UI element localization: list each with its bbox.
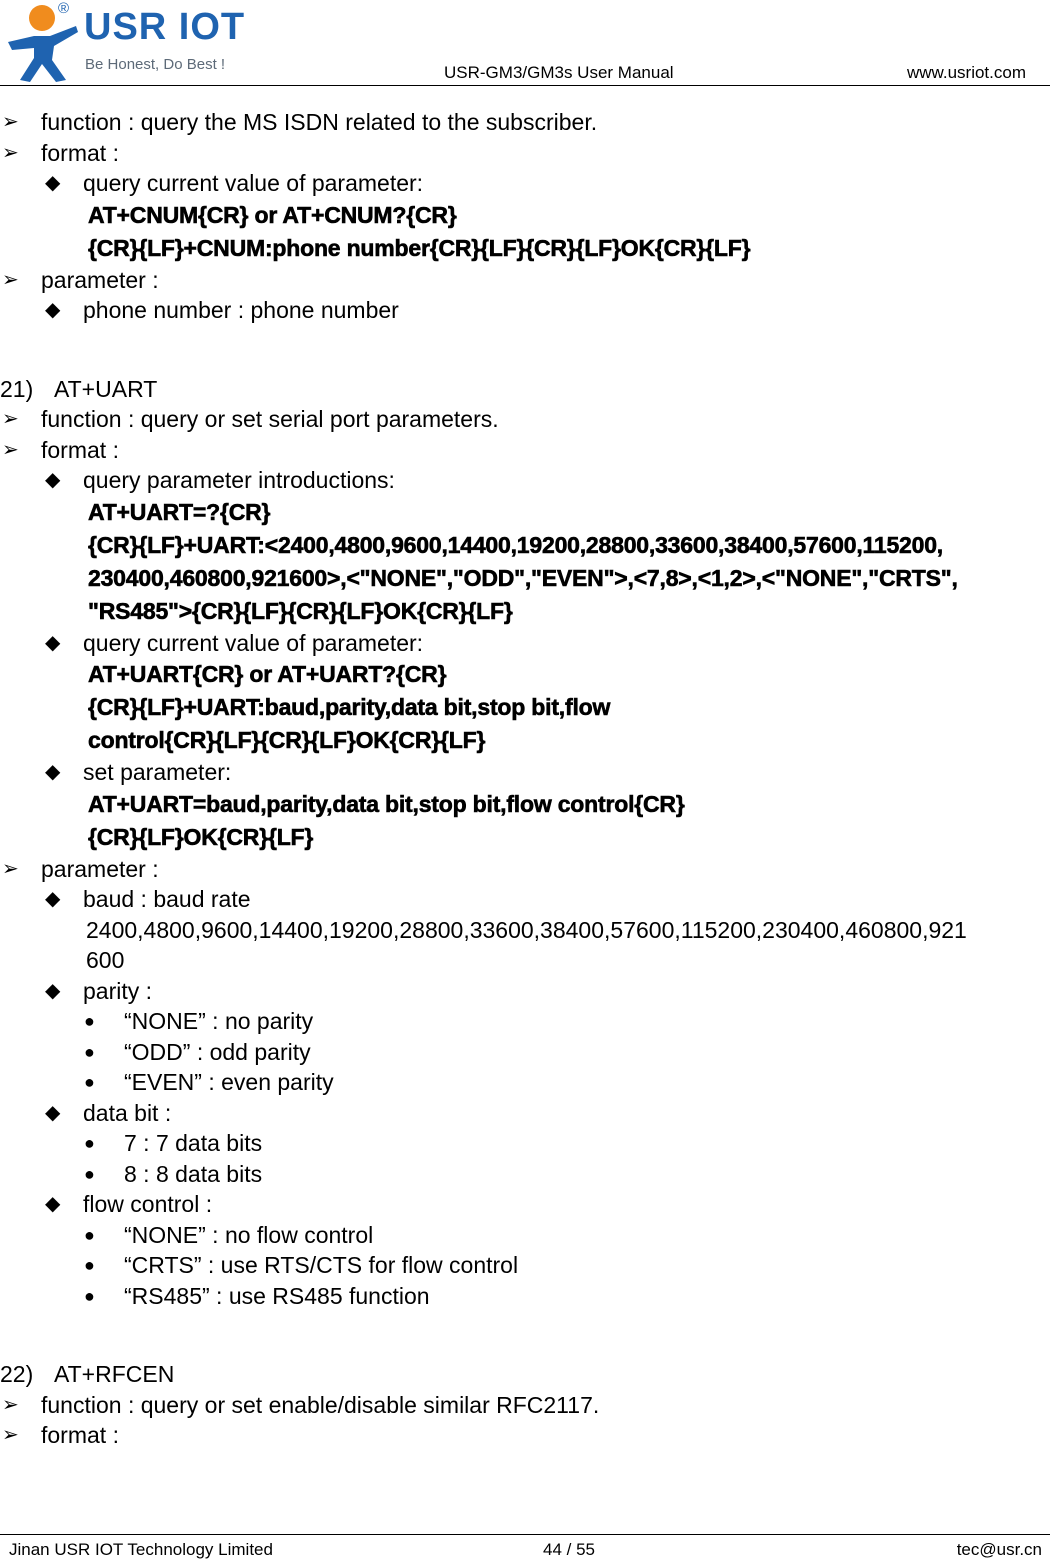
command-line: AT+CNUM{CR} or AT+CNUM?{CR}: [88, 201, 457, 228]
arrow-bullet-icon: ➢: [2, 408, 19, 430]
arrow-bullet-icon: ➢: [2, 857, 19, 880]
command-line: {CR}{LF}+UART:<2400,4800,9600,14400,19200,28800,33600,38400,57600,115200,: [88, 531, 943, 558]
list-item: ◆ query current value of parameter:: [0, 168, 1050, 199]
diamond-bullet-icon: ◆: [45, 172, 61, 194]
list-item: ◆ query current value of parameter:: [0, 628, 1050, 659]
list-item: ◆ phone number : phone number: [0, 295, 1050, 326]
brand-tagline: Be Honest, Do Best !: [85, 56, 226, 73]
footer-email: tec@usr.cn: [956, 1540, 1042, 1559]
list-item: ➢ format :: [0, 435, 1050, 466]
list-item: ● “NONE” : no flow control: [0, 1220, 1050, 1251]
arrow-bullet-icon: ➢: [2, 1424, 19, 1446]
list-item: ➢ parameter :: [0, 854, 1050, 885]
brand-name: USR IOT: [84, 6, 246, 48]
page-number: 44 / 55: [543, 1540, 595, 1559]
list-item: ◆ set parameter:: [0, 757, 1050, 788]
registered-mark: ®: [58, 0, 70, 17]
list-item: ➢ format :: [0, 138, 1050, 169]
arrow-bullet-icon: ➢: [2, 438, 19, 461]
list-item: ◆ query parameter introductions:: [0, 465, 1050, 496]
arrow-bullet-icon: ➢: [2, 111, 19, 133]
footer-divider: [0, 1534, 1050, 1535]
list-item: ● “CRTS” : use RTS/CTS for flow control: [0, 1250, 1050, 1281]
list-item: ● 8 : 8 data bits: [0, 1159, 1050, 1190]
diamond-bullet-icon: ◆: [45, 469, 61, 491]
header-url: www.usriot.com: [906, 63, 1026, 82]
section-heading: 21) AT+UART: [0, 375, 158, 402]
arrow-bullet-icon: ➢: [2, 141, 19, 164]
diamond-bullet-icon: ◆: [45, 631, 61, 654]
dot-bullet-icon: ●: [84, 1011, 95, 1031]
dot-bullet-icon: ●: [84, 1163, 95, 1184]
command-line: "RS485">{CR}{LF}{CR}{LF}OK{CR}{LF}: [88, 597, 513, 624]
dot-bullet-icon: ●: [84, 1133, 95, 1153]
list-item: ● “ODD” : odd parity: [0, 1037, 1050, 1068]
dot-bullet-icon: ●: [84, 1041, 95, 1062]
list-item: ➢ function : query the MS ISDN related to the subscriber.: [0, 107, 1050, 138]
list-item: ➢ format :: [0, 1420, 1050, 1451]
page-header: [0, 0, 1050, 86]
list-item: ● “NONE” : no parity: [0, 1006, 1050, 1037]
command-line: AT+UART=baud,parity,data bit,stop bit,flow control{CR}: [88, 790, 685, 817]
list-item: ● “EVEN” : even parity: [0, 1067, 1050, 1098]
list-item: ◆ flow control :: [0, 1189, 1050, 1220]
arrow-bullet-icon: ➢: [2, 268, 19, 291]
list-item: ◆ baud : baud rate: [0, 884, 1050, 915]
command-line: AT+UART{CR} or AT+UART?{CR}: [88, 661, 447, 687]
list-item: ➢ function : query or set enable/disable similar RFC2117.: [0, 1390, 1050, 1421]
command-line: {CR}{LF}+UART:baud,parity,data bit,stop bit,flow: [88, 694, 611, 720]
dot-bullet-icon: ●: [84, 1285, 95, 1306]
arrow-bullet-icon: ➢: [2, 1393, 19, 1416]
list-item: ◆ parity :: [0, 976, 1050, 1007]
command-line: {CR}{LF}OK{CR}{LF}: [88, 823, 314, 850]
list-item: ● 7 : 7 data bits: [0, 1128, 1050, 1159]
list-item: ➢ function : query or set serial port parameters.: [0, 404, 1050, 435]
dot-bullet-icon: ●: [84, 1224, 95, 1245]
baud-values: 2400,4800,9600,14400,19200,28800,33600,38400,57600,115200,230400,460800,921: [86, 916, 967, 943]
list-item: ◆ data bit :: [0, 1098, 1050, 1129]
list-item: ● “RS485” : use RS485 function: [0, 1281, 1050, 1312]
diamond-bullet-icon: ◆: [45, 1101, 61, 1124]
diamond-bullet-icon: ◆: [45, 1193, 61, 1215]
section-heading: 22) AT+RFCEN: [0, 1361, 175, 1387]
baud-values: 600: [86, 947, 125, 973]
page-content: [0, 107, 1050, 1451]
header-divider: [0, 85, 1050, 86]
diamond-bullet-icon: ◆: [45, 979, 61, 1002]
command-line: {CR}{LF}+CNUM:phone number{CR}{LF}{CR}{LF}OK{CR}{LF}: [88, 234, 751, 261]
footer-company: Jinan USR IOT Technology Limited: [9, 1540, 273, 1559]
manual-title: USR-GM3/GM3s User Manual: [444, 63, 674, 82]
diamond-bullet-icon: ◆: [45, 299, 61, 321]
command-line: control{CR}{LF}{CR}{LF}OK{CR}{LF}: [88, 727, 486, 753]
list-item: ➢ parameter :: [0, 265, 1050, 296]
diamond-bullet-icon: ◆: [45, 761, 61, 783]
command-line: AT+UART=?{CR}: [88, 498, 271, 525]
dot-bullet-icon: ●: [84, 1072, 95, 1092]
dot-bullet-icon: ●: [84, 1255, 95, 1275]
command-line: 230400,460800,921600>,<"NONE","ODD","EVEN">,<7,8>,<1,2>,<"NONE","CRTS",: [88, 564, 958, 591]
diamond-bullet-icon: ◆: [45, 888, 61, 910]
